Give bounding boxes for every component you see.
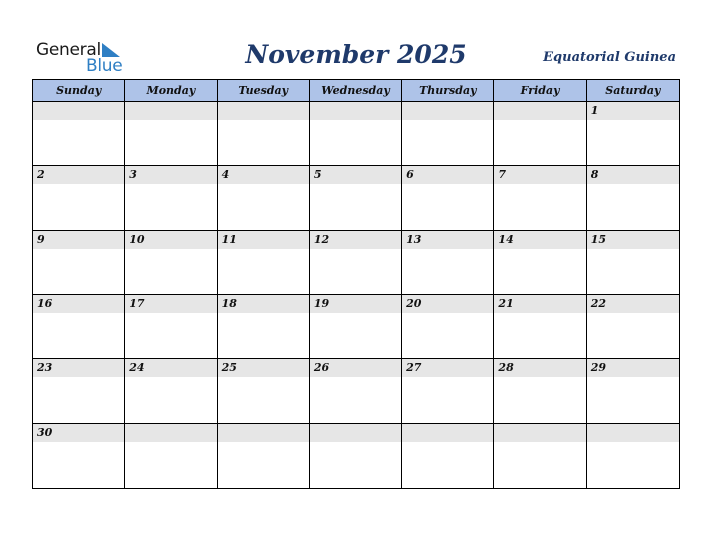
day-number: 28: [498, 361, 514, 375]
day-number: 15: [590, 232, 607, 246]
day-header-band: [402, 166, 493, 184]
country-name: Equatorial Guinea: [543, 50, 676, 65]
day-number: 8: [590, 168, 599, 182]
day-header-band: [587, 166, 679, 184]
day-number: 26: [313, 361, 330, 375]
day-header-band: [494, 424, 585, 442]
weekday-header-sunday: Sunday: [33, 80, 125, 102]
day-header-band: [218, 102, 309, 120]
day-number: 12: [313, 232, 330, 246]
day-number: 22: [590, 297, 607, 310]
day-cell: [402, 359, 494, 423]
day-cell: [310, 359, 402, 423]
day-header-band: [310, 424, 401, 442]
day-header-band: [494, 102, 585, 120]
day-header-band: [310, 166, 401, 184]
day-number: 20: [406, 297, 422, 310]
day-number: 10: [129, 232, 145, 246]
day-cell: [125, 424, 217, 488]
day-cell: [218, 295, 310, 359]
day-cell: [310, 102, 402, 166]
day-cell: [33, 359, 125, 423]
day-cell: [587, 295, 679, 359]
day-number: 14: [498, 232, 514, 246]
day-header-band: [494, 166, 585, 184]
day-cell: [587, 424, 679, 488]
day-cell: [125, 359, 217, 423]
day-header-band: [125, 102, 216, 120]
day-header-band: [310, 102, 401, 120]
weekday-header-monday: Monday: [125, 80, 217, 102]
day-number: 19: [313, 297, 330, 310]
day-cell: [310, 231, 402, 295]
day-header-band: [587, 424, 679, 442]
weekday-header-friday: Friday: [494, 80, 586, 102]
day-cell: [310, 424, 402, 488]
day-number: 5: [313, 168, 322, 182]
day-cell: [125, 231, 217, 295]
day-header-band: [33, 102, 124, 120]
day-header-band: [125, 424, 216, 442]
day-cell: [33, 102, 125, 166]
day-cell: [402, 424, 494, 488]
day-number: 1: [590, 104, 599, 117]
weekday-header-tuesday: Tuesday: [218, 80, 310, 102]
day-cell: [310, 295, 402, 359]
logo-text-general: General: [36, 40, 101, 60]
day-cell: [402, 166, 494, 230]
day-cell: [33, 295, 125, 359]
day-header-band: [402, 102, 493, 120]
day-number: 13: [406, 232, 422, 246]
weekday-header-wednesday: Wednesday: [310, 80, 402, 102]
day-number: 3: [129, 168, 137, 182]
day-number: 23: [37, 361, 53, 375]
day-header-band: [402, 424, 493, 442]
day-cell: [125, 166, 217, 230]
day-cell: [402, 231, 494, 295]
day-cell: [218, 102, 310, 166]
day-number: 25: [221, 361, 237, 375]
day-cell: [402, 102, 494, 166]
day-number: 16: [37, 297, 53, 310]
day-number: 9: [37, 232, 45, 246]
day-cell: [125, 295, 217, 359]
day-header-band: [33, 166, 124, 184]
day-number: 27: [406, 361, 422, 375]
day-number: 29: [590, 361, 607, 375]
day-cell: [587, 166, 679, 230]
day-number: 30: [37, 425, 53, 439]
weekday-header-thursday: Thursday: [402, 80, 494, 102]
day-header-band: [125, 166, 216, 184]
day-cell: [402, 295, 494, 359]
day-header-band: [587, 102, 679, 120]
calendar-grid: [32, 79, 680, 489]
day-cell: [587, 102, 679, 166]
day-cell: [494, 295, 586, 359]
day-cell: [218, 424, 310, 488]
day-number: 24: [129, 361, 145, 375]
day-cell: [218, 166, 310, 230]
day-cell: [33, 166, 125, 230]
day-cell: [218, 359, 310, 423]
day-cell: [33, 424, 125, 488]
day-cell: [494, 166, 586, 230]
day-header-band: [218, 424, 309, 442]
day-number: 17: [129, 297, 145, 310]
day-cell: [33, 231, 125, 295]
day-number: 7: [498, 168, 507, 182]
day-number: 11: [221, 232, 237, 246]
day-number: 18: [221, 297, 237, 310]
day-number: 6: [406, 168, 414, 182]
day-cell: [587, 359, 679, 423]
day-cell: [494, 231, 586, 295]
day-header-band: [218, 166, 309, 184]
day-cell: [587, 231, 679, 295]
day-cell: [218, 231, 310, 295]
day-number: 4: [221, 168, 230, 182]
weekday-header-saturday: Saturday: [587, 80, 679, 102]
day-number: 21: [498, 297, 514, 310]
logo-text-blue: Blue: [86, 56, 123, 76]
day-cell: [494, 102, 586, 166]
day-cell: [494, 424, 586, 488]
day-cell: [310, 166, 402, 230]
day-header-band: [33, 231, 124, 249]
calendar-title: November 2025: [245, 40, 467, 69]
day-number: 2: [37, 168, 45, 182]
day-cell: [494, 359, 586, 423]
day-cell: [125, 102, 217, 166]
